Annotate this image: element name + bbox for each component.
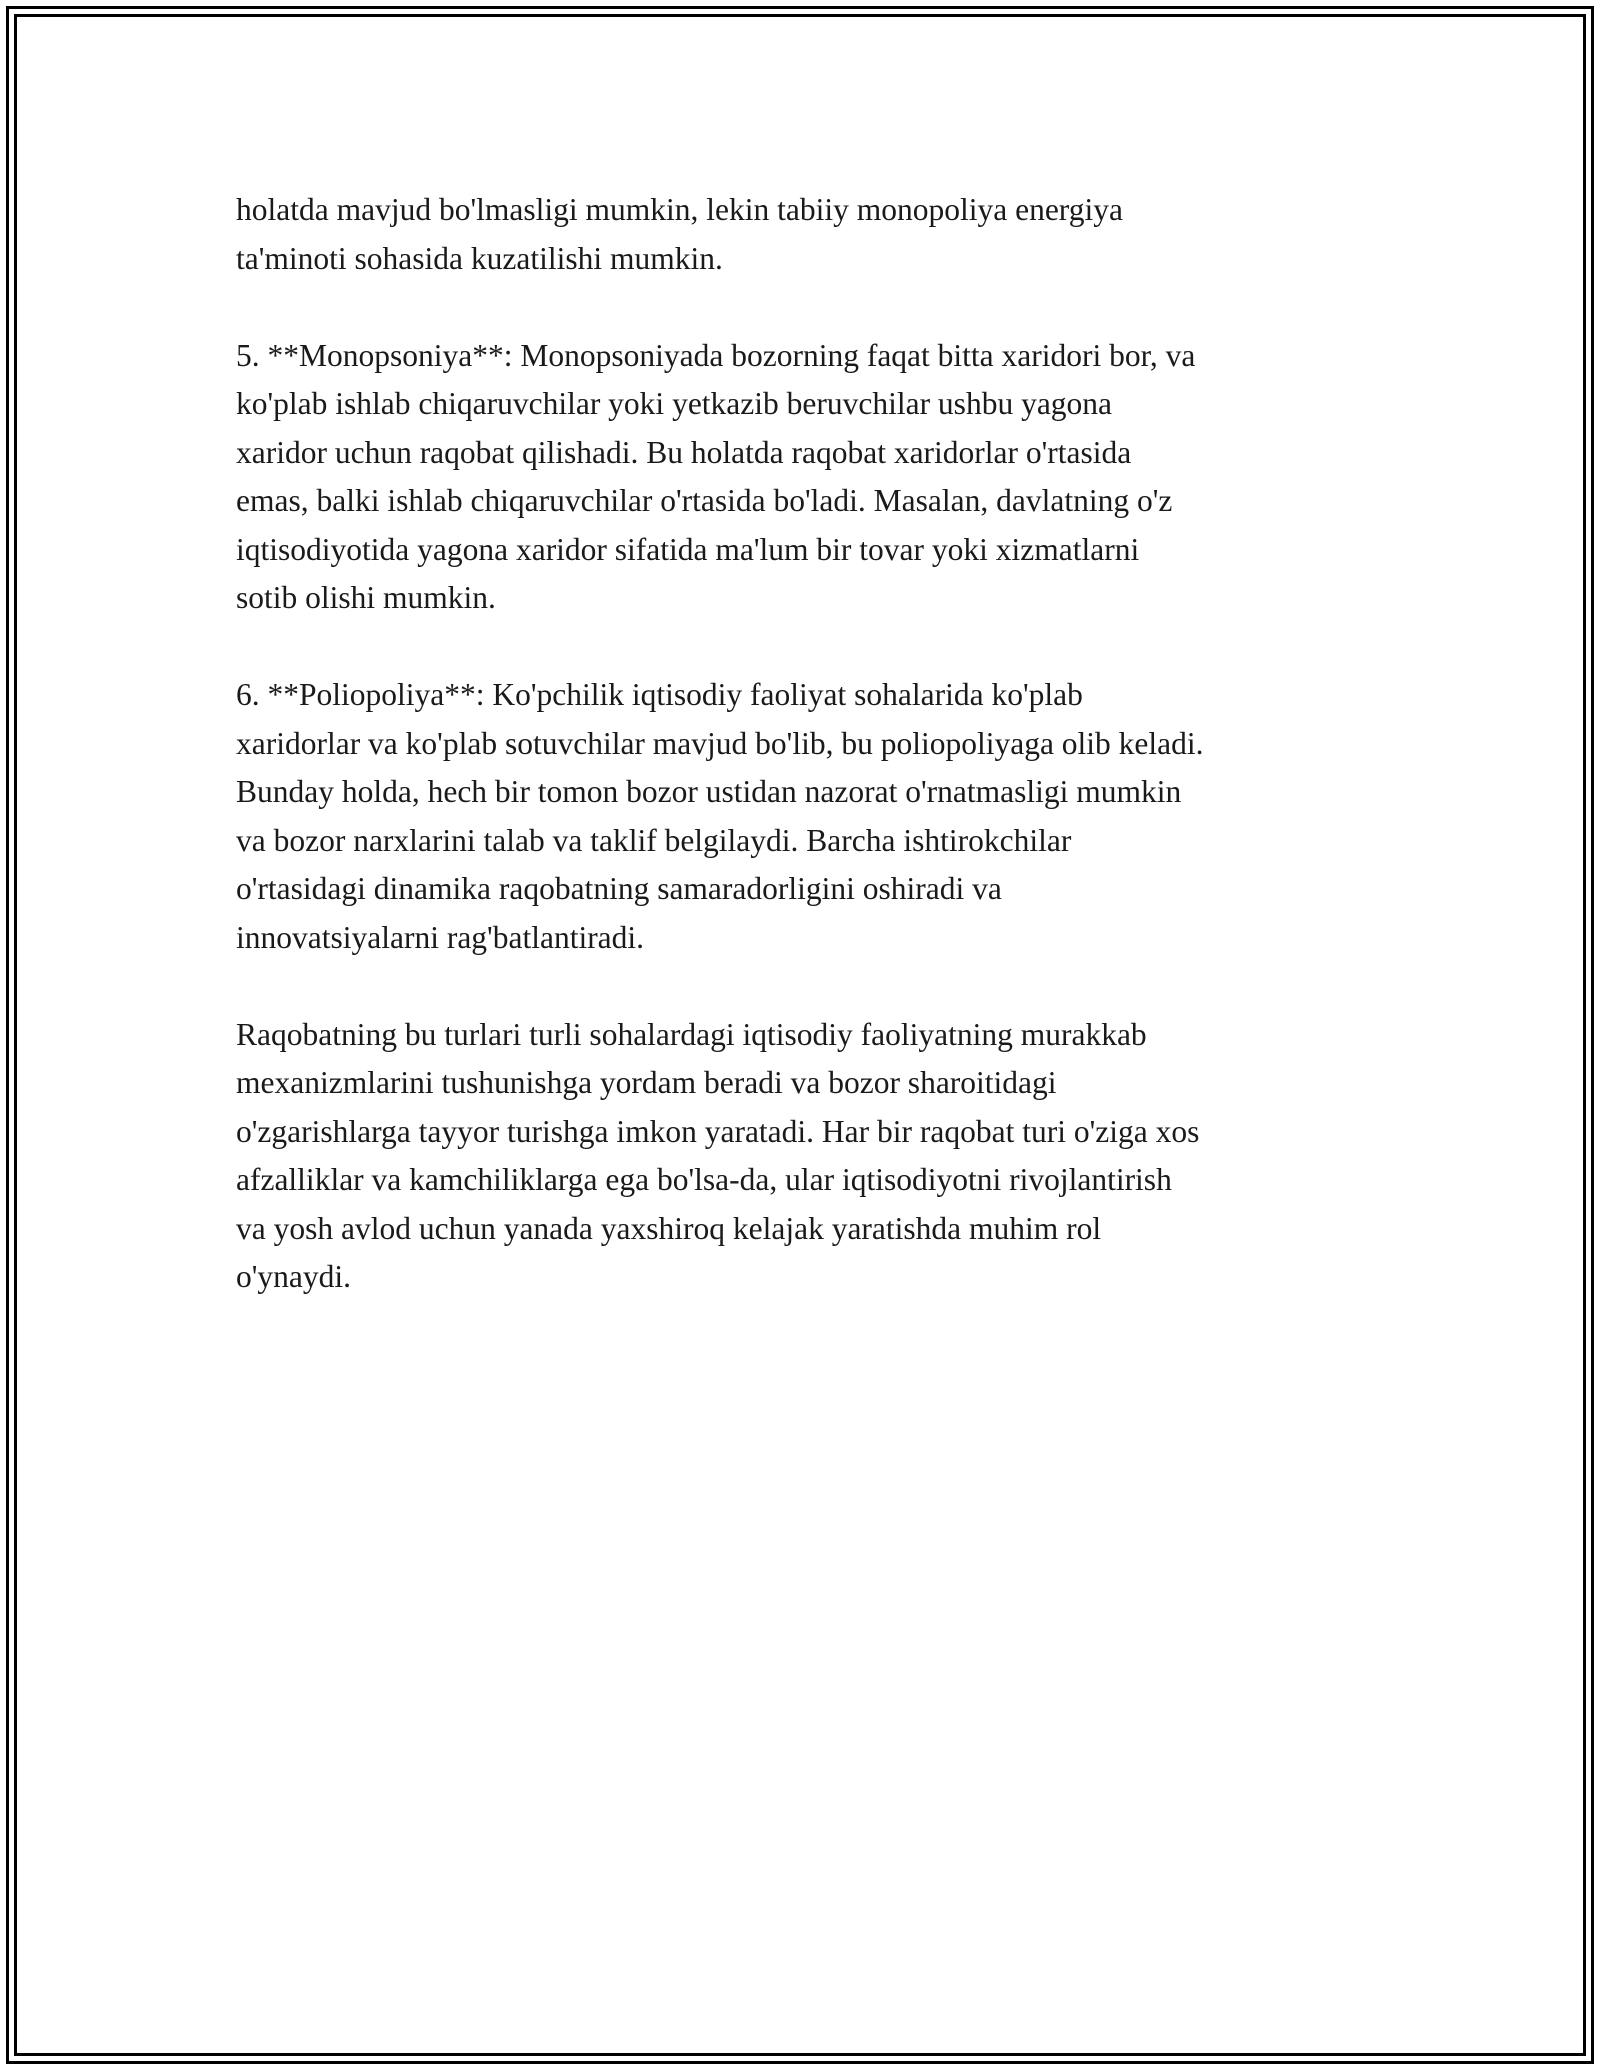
text-line: 5. **Monopsoniya**: Monopsoniyada bozorning faqat bitta xaridori bor, va — [236, 337, 1196, 373]
text-line: Bunday holda, hech bir tomon bozor ustidan nazorat o'rnatmasligi mumkin — [236, 774, 1182, 809]
text-line: 6. **Poliopoliya**: Ko'pchilik iqtisodiy faoliyat sohalarida ko'plab — [236, 677, 1083, 712]
text-line: o'zgarishlarga tayyor turishga imkon yaratadi. Har bir raqobat turi o'ziga xos — [236, 1113, 1200, 1149]
text-line: ta'minoti sohasida kuzatilishi mumkin. — [236, 240, 723, 276]
text-line: afzalliklar va kamchiliklarga ega bo'lsa-da, ular iqtisodiyotni rivojlantirish — [236, 1162, 1172, 1197]
text-line: o'rtasidagi dinamika raqobatning samaradorligini oshiradi va — [236, 871, 1002, 906]
text-line: holatda mavjud bo'lmasligi mumkin, lekin tabiiy monopoliya energiya — [236, 192, 1123, 227]
text-line: xaridorlar va ko'plab sotuvchilar mavjud bo'lib, bu poliopoliyaga olib keladi. — [236, 725, 1204, 761]
text-line: iqtisodiyotida yagona xaridor sifatida ma'lum bir tovar yoki xizmatlarni — [236, 531, 1140, 567]
text-line: o'ynaydi. — [236, 1259, 352, 1294]
text-line: mexanizmlarini tushunishga yordam beradi va bozor sharoitidagi — [236, 1065, 1057, 1100]
text-line: emas, balki ishlab chiqaruvchilar o'rtasida bo'ladi. Masalan, davlatning o'z — [236, 483, 1173, 518]
text-line: xaridor uchun raqobat qilishadi. Bu holatda raqobat xaridorlar o'rtasida — [236, 434, 1132, 470]
paragraph-gap — [236, 623, 1376, 672]
text-line: sotib olishi mumkin. — [236, 580, 496, 615]
text-line: Raqobatning bu turlari turli sohalardagi iqtisodiy faoliyatning murakkab — [236, 1016, 1147, 1052]
text-line: va bozor narxlarini talab va taklif belgilaydi. Barcha ishtirokchilar — [236, 822, 1072, 858]
paragraph-gap — [236, 962, 1376, 1011]
text-line: va yosh avlod uchun yanada yaxshiroq kelajak yaratishda muhim rol — [236, 1210, 1102, 1246]
paragraph-gap — [236, 283, 1376, 332]
document-body — [236, 186, 1376, 1302]
text-line: innovatsiyalarni rag'batlantiradi. — [236, 919, 645, 955]
text-line: ko'plab ishlab chiqaruvchilar yoki yetkazib beruvchilar ushbu yagona — [236, 386, 1113, 421]
